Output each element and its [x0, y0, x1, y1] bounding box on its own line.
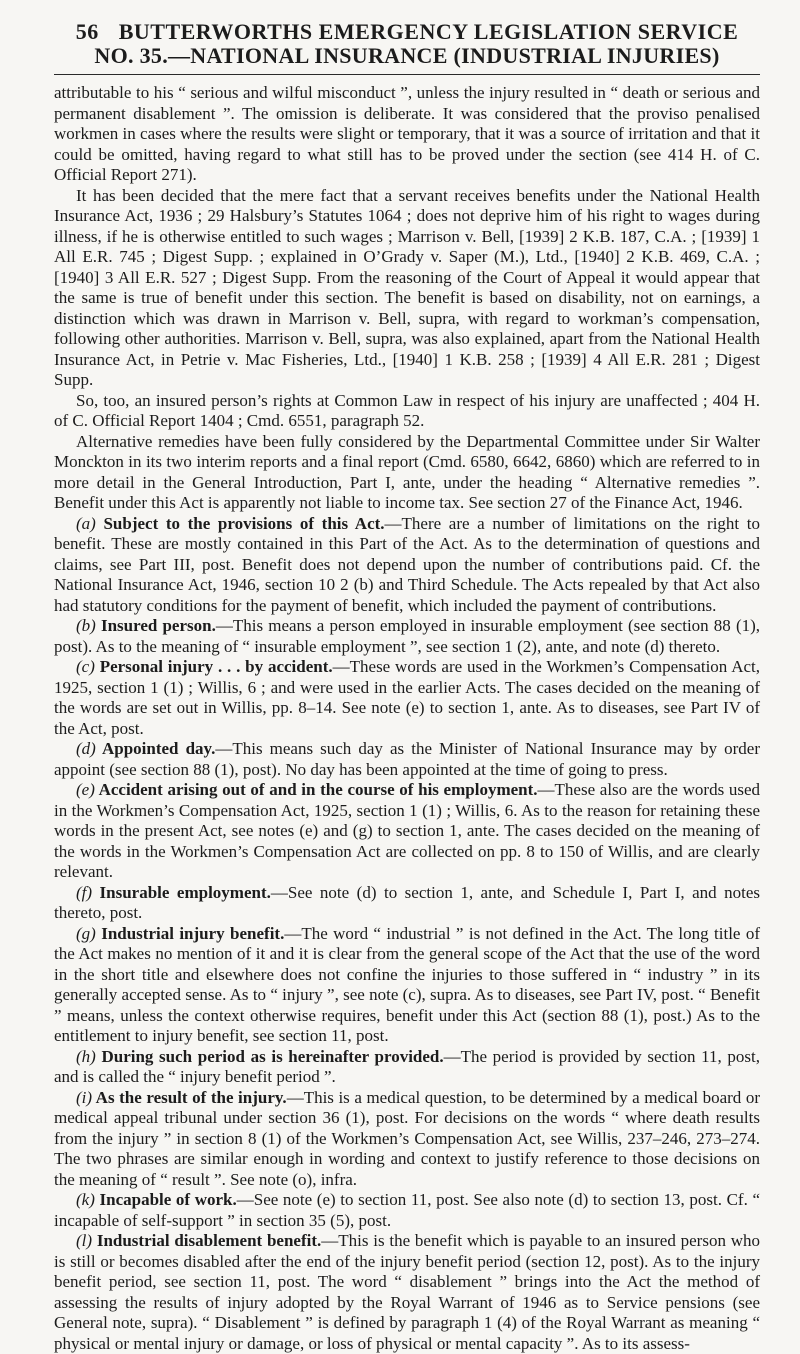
note-text: —This means a person employed in insurable employment (see section 88 (1), post). As to the meaning of “ insurable employment ”, see section 1 (2), ante, and note (d) thereto. — [54, 616, 761, 656]
note-title: Industrial disablement benefit. — [96, 1231, 322, 1250]
note-heading — [76, 514, 385, 533]
body-paragraph: attributable to his “ serious and wilful misconduct ”, unless the injury resulted in “ death or serious and permanent disablement ”. The omission is deliberate. It was considered that the proviso penalised workmen in cases where the results were slight or temporary, that it was a source of irritation and that it could be omitted, having regard to what still has to be proved under the section (see 414 H. of C. Official Report 271). — [54, 83, 760, 184]
note-letter: (k) — [76, 1190, 95, 1209]
body-paragraph: Alternative remedies have been fully considered by the Departmental Committee under Sir Walter Monckton in its two interim reports and a final report (Cmd. 6580, 6642, 6860) which are referred to in more detail in the General Introduction, Part I, ante, under the heading “ Alternative remedies ”. Benefit under this Act is apparently not liable to income tax. See section 27 of the Finance Act, 1946. — [54, 431, 760, 512]
note-heading — [76, 616, 216, 635]
annotation-note — [54, 924, 760, 1047]
page-number: 56 — [75, 19, 99, 44]
note-text: —This is a medical question, to be determined by a medical board or medical appeal tribunal under section 36 (1), post. For decisions on the words “ where death results from the injury ” in section 8 (1) of the Workmen’s Compensation Act, see Willis, 237–246, 273–274. The two phrases are similar enough in wording and context to justify reference to those decisions on the meaning of “ result ”. See note (o), infra. — [54, 1087, 761, 1189]
note-letter: (e) — [76, 780, 95, 799]
annotation-note — [54, 883, 760, 924]
note-letter: (f) — [76, 882, 93, 902]
note-letter: (h) — [76, 1046, 96, 1066]
annotation-note — [54, 616, 760, 657]
note-title: Incapable of work. — [99, 1190, 237, 1209]
note-heading — [76, 1088, 287, 1107]
note-text: —These also are the words used in the Workmen’s Compensation Act, 1925, section 1 (1) ; Willis, 6. As to the reason for retaining these words in the present Act, see notes (e) and (g) to section 1, ante. The cases decided on the meaning of the words in the Workmen’s Compensation Act are collected on pp. 8 to 150 of Willis, and are clearly relevant. — [54, 780, 760, 881]
note-letter: (a) — [76, 513, 96, 533]
note-text: —See note (d) to section 1, ante, and Schedule I, Part I, and notes thereto, post. — [54, 882, 760, 922]
act-title: NO. 35.—NATIONAL INSURANCE (INDUSTRIAL INJURIES) — [94, 43, 720, 68]
annotation-note — [54, 1190, 760, 1231]
note-title: Insurable employment. — [99, 882, 271, 902]
note-letter: (c) — [76, 657, 95, 676]
annotation-note — [54, 1231, 760, 1354]
note-heading — [76, 1231, 321, 1250]
annotation-note — [54, 1088, 760, 1191]
note-heading — [76, 1047, 444, 1066]
running-head — [54, 0, 760, 68]
header-line — [54, 20, 760, 44]
note-text: —The period is provided by section 11, post, and is called the “ injury benefit period ”. — [54, 1046, 761, 1086]
note-letter: (g) — [76, 923, 96, 943]
note-letter: (l) — [76, 1231, 93, 1250]
header-rule — [54, 74, 760, 75]
note-title: Insured person. — [100, 616, 216, 635]
note-heading — [76, 657, 333, 676]
body-paragraph: It has been decided that the mere fact that a servant receives benefits under the National Health Insurance Act, 1936 ; 29 Halsbury’s Statutes 1064 ; does not deprive him of his right to wages during illness, if he is otherwise entitled to such wages ; Marrison v. Bell, [1939] 2 K.B. 187, C.A. ; [1939] 1 All E.R. 745 ; Digest Supp. ; explained in O’Grady v. Saper (M.), Ltd., [1940] 2 K.B. 469, C.A. ; [1940] 3 All E.R. 527 ; Digest Supp. From the reasoning of the Court of Appeal it would appear that the same is true of benefit under this section. The benefit is based on disability, not on earnings, a distinction which was drawn in Marrison v. Bell, supra, with regard to workman’s compensation, following other authorities. Marrison v. Bell, supra, was also explained, apart from the National Health Insurance Act, in Petrie v. Mac Fisheries, Ltd., [1940] 1 K.B. 258 ; [1939] 4 All E.R. 281 ; Digest Supp. — [54, 185, 760, 389]
note-text: —This is the benefit which is payable to an insured person who is still or becomes disabled after the end of the injury benefit period (section 12, post). As to the injury benefit period, see section 11, post. The word “ disablement ” brings into the Act the method of assessing the results of injury adopted by the Royal Warrant of 1946 as to Service pensions (see General note, supra). “ Disablement ” is defined by paragraph 1 (4) of the Royal Warrant as meaning “ physical or mental injury or damage, or loss of physical or mental capacity ”. As to its assess- — [54, 1231, 760, 1353]
note-letter: (b) — [76, 616, 96, 635]
annotation-note — [54, 514, 760, 617]
note-heading — [76, 739, 215, 758]
annotation-note — [54, 780, 760, 883]
note-title: Industrial injury benefit. — [101, 923, 285, 943]
note-text: —See note (e) to section 11, post. See also note (d) to section 13, post. Cf. “ incapable of self-support ” in section 35 (5), post. — [54, 1190, 761, 1230]
note-heading — [76, 924, 284, 943]
annotation-note — [54, 1047, 760, 1088]
note-text: —The word “ industrial ” is not defined in the Act. The long title of the Act makes no mention of it and it is clear from the general scope of the Act that the use of the word in the short title and elsewhere does not confine the injuries to those suffered in “ industry ” in its generally accepted sense. As to “ injury ”, see note (c), supra. As to diseases, see Part IV, post. “ Benefit ” means, unless the context otherwise requires, benefit under this Act (section 88 (1), post.) As to the entitlement to injury benefit, see section 11, post. — [54, 923, 760, 1045]
body-text — [54, 83, 760, 1354]
note-text: —These words are used in the Workmen’s Compensation Act, 1925, section 1 (1) ; Willis, 6 ; and were used in the earlier Acts. The cases decided on the meaning of the words are set out in Willis, pp. 8–14. See note (e) to section 1, ante. As to diseases, see Part IV of the Act, post. — [54, 657, 760, 738]
annotation-note — [54, 739, 760, 780]
note-title: Accident arising out of and in the course of his employment. — [98, 780, 538, 799]
note-title: Appointed day. — [101, 739, 216, 758]
note-heading — [76, 780, 538, 799]
note-heading — [76, 1190, 237, 1209]
note-title: Subject to the provisions of this Act. — [103, 513, 385, 533]
body-paragraph: So, too, an insured person’s rights at Common Law in respect of his injury are unaffected ; 404 H. of C. Official Report 1404 ; Cmd. 6551, paragraph 52. — [54, 390, 760, 430]
note-letter: (d) — [76, 739, 96, 758]
note-text: —This means such day as the Minister of National Insurance may by order appoint (see section 88 (1), post). No day has been appointed at the time of going to press. — [54, 739, 761, 779]
note-heading — [76, 883, 271, 902]
note-letter: (i) — [76, 1087, 93, 1107]
note-title: During such period as is hereinafter provided. — [101, 1046, 444, 1066]
series-title: BUTTERWORTHS EMERGENCY LEGISLATION SERVICE — [118, 19, 739, 44]
annotation-note — [54, 657, 760, 739]
note-text: —There are a number of limitations on the right to benefit. These are mostly contained in this Part of the Act. As to the determination of questions and claims, see Part III, post. Benefit does not depend upon the number of contributions paid. Cf. the National Insurance Act, 1946, section 10 2 (b) and Third Schedule. The Acts repealed by that Act also had statutory conditions for the payment of benefit, which included the payment of contributions. — [54, 513, 760, 615]
note-title: As the result of the injury. — [95, 1087, 287, 1107]
note-title: Personal injury . . . by accident. — [99, 657, 333, 676]
